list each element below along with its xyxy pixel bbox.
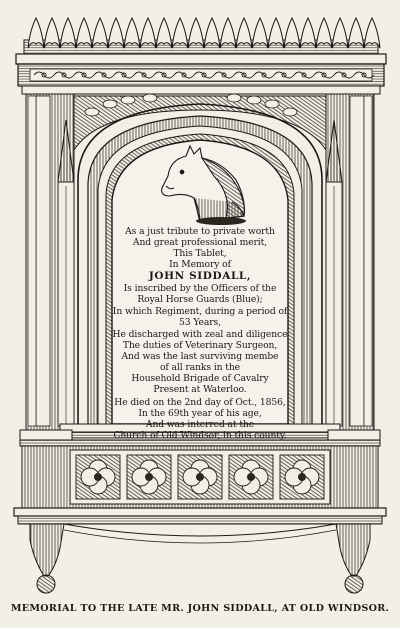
inscription-line: Church of Old Windsor, in this county. (113, 430, 287, 441)
inscription-line: As a just tribute to private worth (125, 226, 275, 237)
inscription-line: Household Brigade of Cavalry (131, 373, 269, 384)
quatrefoil-panel (280, 455, 324, 499)
cresting-ornament (24, 18, 380, 54)
inscription-line: This Tablet, (173, 248, 227, 259)
quatrefoil-frieze (22, 446, 378, 508)
inscription-line: In the 69th year of his age, (138, 408, 262, 419)
inscription-line: In which Regiment, during a period of (112, 306, 288, 317)
inscription-line: Present at Waterloo. (153, 384, 247, 395)
quatrefoil-panel (76, 455, 120, 499)
quatrefoil-panel (178, 455, 222, 499)
inscription-line: Is inscribed by the Officers of the (123, 283, 277, 294)
inscription-line: of all ranks in the (159, 362, 241, 373)
inscription-line: And great professional merit, (132, 237, 268, 248)
deceased-name: JOHN SIDDALL, (148, 270, 252, 282)
quatrefoil-panel (127, 455, 171, 499)
inscription-line: He died on the 2nd day of Oct., 1856, (114, 397, 286, 408)
inscription-line: He discharged with zeal and diligence (112, 329, 288, 340)
base-corbels (14, 508, 386, 593)
inscription-line: Royal Horse Guards (Blue); (137, 294, 263, 305)
inscription-line: The duties of Veterinary Surgeon, (122, 340, 278, 351)
inscription-line: And was interred at the (145, 419, 255, 430)
quatrefoil-panel (229, 455, 273, 499)
engraving-caption: MEMORIAL TO THE LATE MR. JOHN SIDDALL, AT OLD WINDSOR. (10, 603, 390, 614)
inscription-line: In Memory of (169, 259, 231, 270)
inscription-line: And was the last surviving membe (121, 351, 279, 362)
inscription-line: 53 Years, (179, 317, 221, 328)
cornice (16, 54, 386, 94)
